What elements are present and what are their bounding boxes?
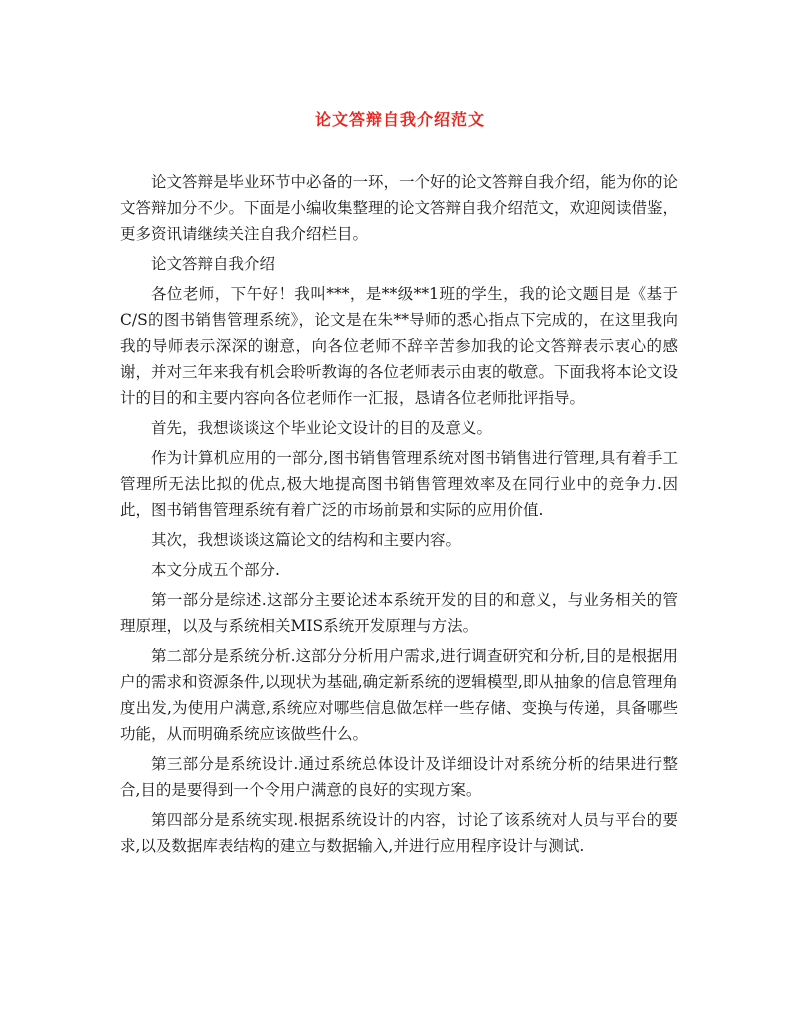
paragraph-structure-intro: 其次，我想谈谈这篇论文的结构和主要内容。 — [151, 531, 462, 549]
paragraph-part-two: 第二部分是系统分析.这部分分析用户需求,进行调查研究和分析,目的是根据用户的需求和资源条件,以现状为基础,确定新系统的逻辑模型,即从抽象的信息管理角度出发,为使用户满意,系统应对哪些信息做怎样一些存储、变换与传递，具备哪些功能，从而明确系统应该做些什么。 — [120, 647, 678, 743]
paragraph-purpose-intro: 首先，我想谈谈这个毕业论文设计的目的及意义。 — [151, 419, 493, 437]
paragraph-heading: 论文答辩自我介绍 — [151, 255, 276, 273]
document-title: 论文答辩自我介绍范文 — [314, 110, 485, 129]
paragraph-part-three: 第三部分是系统设计.通过系统总体设计及详细设计对系统分析的结果进行整合,目的是要得到一个令用户满意的良好的实现方案。 — [120, 755, 678, 799]
paragraph-five-parts: 本文分成五个部分. — [151, 561, 280, 579]
paragraph-part-one: 第一部分是综述.这部分主要论述本系统开发的目的和意义，与业务相关的管理原理，以及与系统相关MIS系统开发原理与方法。 — [120, 591, 678, 635]
paragraph-purpose: 作为计算机应用的一部分,图书销售管理系统对图书销售进行管理,具有着手工管理所无法比拟的优点,极大地提高图书销售管理效率及在同行业中的竞争力.因此，图书销售管理系统有着广泛的市场前景和实际的应用价值. — [120, 449, 678, 519]
paragraph-part-four: 第四部分是系统实现.根据系统设计的内容，讨论了该系统对人员与平台的要求,以及数据库表结构的建立与数据输入,并进行应用程序设计与测试. — [120, 811, 678, 855]
paragraph-intro: 论文答辩是毕业环节中必备的一环，一个好的论文答辩自我介绍，能为你的论文答辩加分不少。下面是小编收集整理的论文答辩自我介绍范文，欢迎阅读借鉴，更多资讯请继续关注自我介绍栏目。 — [120, 173, 679, 243]
paragraph-greeting: 各位老师，下午好！我叫***，是**级**1班的学生，我的论文题目是《基于C/S的图书销售管理系统》，论文是在朱**导师的悉心指点下完成的，在这里我向我的导师表示深深的谢意，向各位老师不辞辛苦参加我的论文答辩表示衷心的感谢，并对三年来我有机会聆听教诲的各位老师表示由衷的敬意。下面我将本论文设计的目的和主要内容向各位老师作一汇报，恳请各位老师批评指导。 — [120, 285, 679, 407]
document-body — [120, 169, 678, 863]
